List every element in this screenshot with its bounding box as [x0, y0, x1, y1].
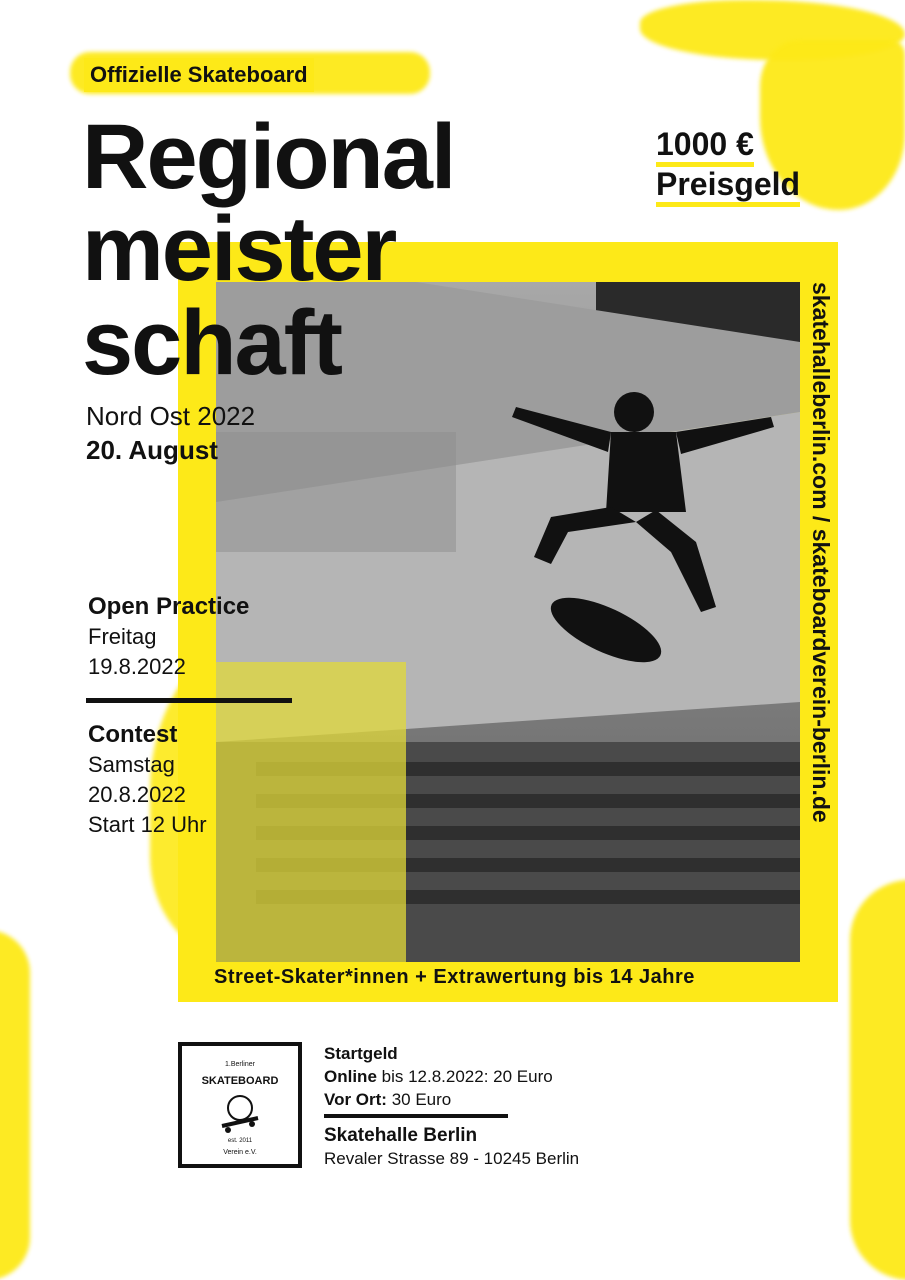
- schedule-open-practice: [88, 592, 249, 682]
- venue-info: [324, 1124, 579, 1170]
- vertical-urls: [803, 282, 839, 872]
- paint-splash-bottom-right: [850, 880, 905, 1280]
- logo-top-text: 1.Berliner: [225, 1061, 255, 1068]
- club-logo: [178, 1042, 302, 1168]
- skateboard-logo-icon: [182, 1046, 298, 1164]
- schedule-contest: [88, 720, 207, 840]
- logo-est-text: est. 2011: [227, 1138, 253, 1144]
- fee-onsite-text: 30 Euro: [386, 1090, 452, 1109]
- fee-onsite-label: Vor Ort:: [324, 1090, 387, 1109]
- contest-title: Contest: [88, 721, 178, 748]
- venue-divider: [324, 1114, 508, 1118]
- prize-label-text: Preisgeld: [656, 166, 800, 207]
- headline-line-1: Regional: [82, 106, 455, 208]
- official-badge: Offizielle Skateboard: [84, 58, 314, 92]
- open-practice-date: 19.8.2022: [88, 654, 186, 679]
- fee-heading: Startgeld: [324, 1044, 398, 1063]
- event-date: 20. August: [86, 435, 218, 465]
- open-practice-day: Freitag: [88, 624, 157, 649]
- headline-line-2: meister: [82, 198, 396, 300]
- logo-bottom-text: Verein e.V.: [223, 1149, 257, 1156]
- region-text: Nord Ost 2022: [86, 401, 256, 431]
- open-practice-title: Open Practice: [88, 593, 250, 620]
- contest-day: Samstag: [88, 752, 175, 777]
- venue-address: Revaler Strasse 89 - 10245 Berlin: [324, 1149, 580, 1168]
- contest-date: 20.8.2022: [88, 782, 186, 807]
- street-category: Street-Skater*innen + Extrawertung bis 14 Jahre: [214, 966, 695, 988]
- headline-line-3: schaft: [82, 292, 341, 394]
- prize-amount: [656, 126, 754, 162]
- fee-info: [324, 1042, 553, 1111]
- prize-label: [656, 166, 800, 202]
- paint-splash-bottom-left: [0, 930, 30, 1280]
- fee-online-label: Online: [324, 1067, 377, 1086]
- prize-amount-text: 1000 €: [656, 126, 754, 167]
- schedule-divider: [86, 698, 292, 703]
- contest-start: Start 12 Uhr: [88, 812, 207, 837]
- vertical-urls-text: skatehalleberlin.com / skateboardverein-berlin.de: [808, 282, 834, 823]
- venue-name: Skatehalle Berlin: [324, 1125, 478, 1146]
- logo-main-text: SKATEBOARD: [201, 1075, 279, 1087]
- fee-online-text: bis 12.8.2022: 20 Euro: [376, 1067, 553, 1086]
